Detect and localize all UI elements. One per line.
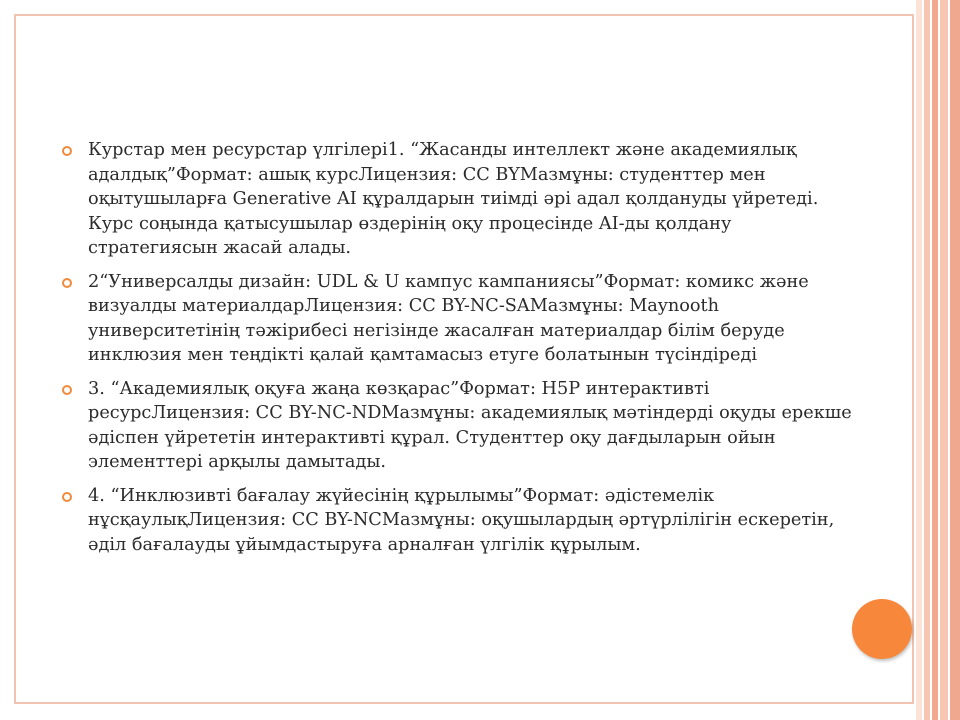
list-item-text: 2“Универсалды дизайн: UDL & U кампус кампаниясы”Формат: комикс және визуалды материалдарЛицензия: CC BY-NC-SAМазмұны: Maynooth университетінің тәжірибесі негізінде жасалған материалдар білім беруде инклюзия мен теңдікті қалай қамтамасыз етуге болатынын түсіндіреді — [88, 271, 809, 365]
bullet-circle-icon — [62, 492, 72, 502]
stripe-1 — [916, 0, 922, 720]
list-item — [62, 270, 862, 368]
bullet-circle-icon — [62, 146, 72, 156]
slide-content — [62, 138, 862, 566]
list-item-text: Курстар мен ресурстар үлгілері1. “Жасанды интеллект және академиялық адалдық”Формат: ашық курсЛицензия: CC BYМазмұны: студенттер мен оқытушыларға Generative AI құралдарын тиімді әрі адал қолдануды үйретеді. Курс соңында қатысушылар өздерінің оқу процесінде AI-ды қолдану стратегиясын жасай алады. — [88, 140, 819, 258]
decorative-circle-icon — [852, 599, 912, 659]
list-item — [62, 484, 862, 558]
list-item-text: 4. “Инклюзивті бағалау жүйесінің құрылымы”Формат: әдістемелік нұсқаулықЛицензия: CC BY-NCМазмұны: оқушылардың әртүрлілігін ескеретін, әділ бағалауды ұйымдастыруға арналған үлгілік құрылым. — [88, 485, 835, 555]
decorative-stripes — [916, 0, 960, 720]
list-item — [62, 377, 862, 475]
stripe-3 — [932, 0, 938, 720]
stripe-5 — [950, 0, 960, 720]
stripe-2 — [924, 0, 930, 720]
bullet-circle-icon — [62, 385, 72, 395]
list-item — [62, 138, 862, 261]
list-item-text: 3. “Академиялық оқуға жаңа көзқарас”Формат: H5P интерактивті ресурсЛицензия: CC BY-NC-NDМазмұны: академиялық мәтіндерді оқуды ерекше әдіспен үйрететін интерактивті құрал. Студенттер оқу дағдыларын ойын элементтері арқылы дамытады. — [88, 378, 852, 472]
bullet-circle-icon — [62, 278, 72, 288]
stripe-4 — [940, 0, 948, 720]
